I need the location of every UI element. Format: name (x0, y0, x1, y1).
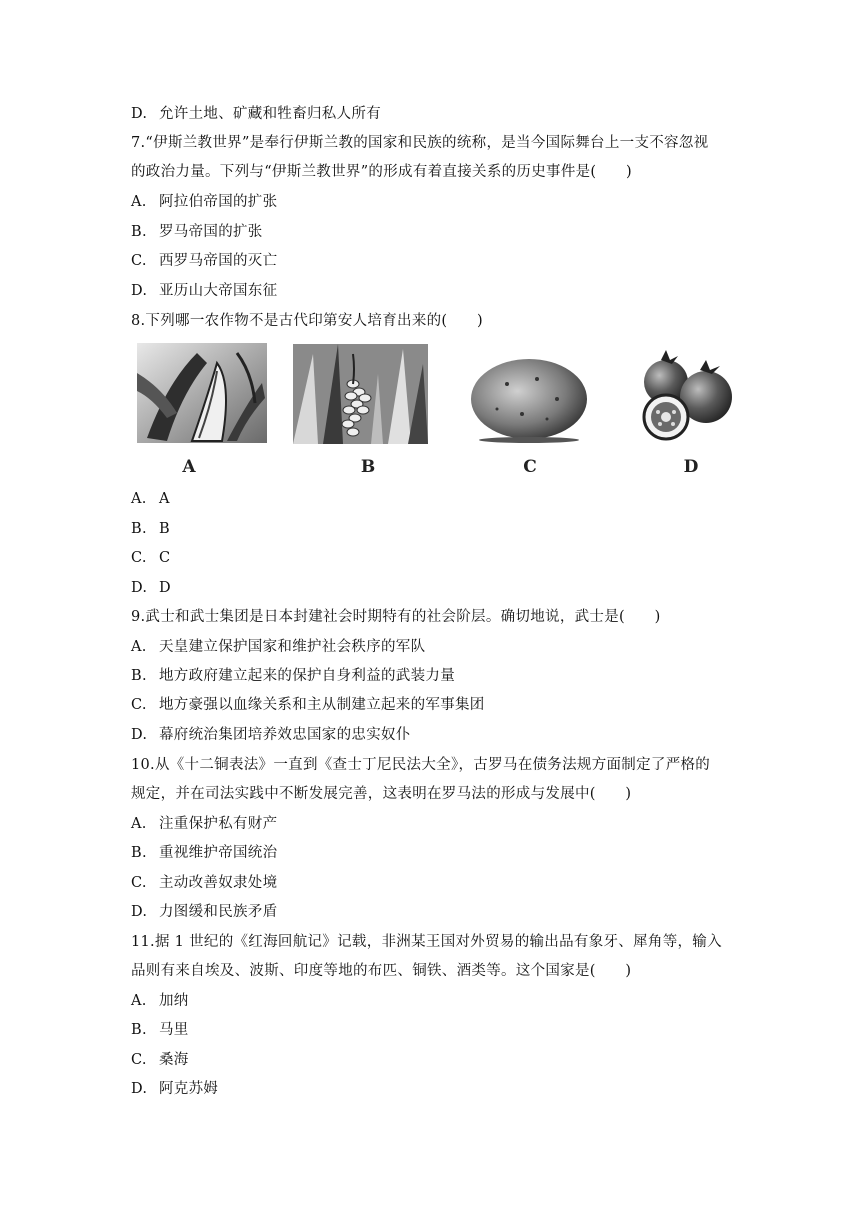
image-label-c: C (523, 457, 537, 477)
image-label-b: B (360, 457, 376, 477)
q7-option-d (131, 281, 277, 301)
option-letter: C. (131, 697, 147, 713)
option-letter: C. (131, 253, 147, 269)
option-text: 允许土地、矿藏和牲畜归私人所有 (159, 106, 381, 122)
option-letter: D. (131, 727, 148, 743)
q8-option-b (131, 519, 170, 539)
option-text: 阿克苏姆 (159, 1081, 219, 1097)
q9-option-d (131, 725, 411, 745)
q9-option-b (131, 666, 455, 686)
option-text: 主动改善奴隶处境 (159, 875, 278, 891)
q11-option-d (131, 1079, 218, 1099)
option-letter: C. (131, 1052, 147, 1068)
option-text: 西罗马帝国的灭亡 (159, 253, 278, 269)
option-text: 注重保护私有财产 (159, 816, 278, 832)
image-label-a: A (182, 457, 196, 477)
q8-stem: 8.下列哪一农作物不是古代印第安人培育出来的( ) (131, 313, 483, 329)
option-text: 天皇建立保护国家和维护社会秩序的军队 (159, 639, 426, 655)
option-text: 地方政府建立起来的保护自身利益的武装力量 (159, 668, 455, 684)
option-text: 马里 (159, 1022, 189, 1038)
option-text: B (159, 521, 170, 537)
millet-plant-photo (293, 344, 428, 444)
option-letter: C. (131, 875, 147, 891)
option-text: D (159, 580, 171, 596)
option-text: 桑海 (159, 1052, 189, 1068)
q10-option-b (131, 843, 277, 863)
q7-stem-line1: 7.“伊斯兰教世界”是奉行伊斯兰教的国家和民族的统称，是当今国际舞台上一支不容忽视 (131, 135, 709, 151)
tomato-photo (636, 342, 734, 442)
option-letter: A. (131, 816, 147, 832)
q11-option-b (131, 1020, 189, 1040)
option-text: 罗马帝国的扩张 (159, 224, 263, 240)
option-letter: A. (131, 194, 147, 210)
option-text: 加纳 (159, 993, 189, 1009)
corn-plant-photo (137, 343, 267, 443)
option-letter: D. (131, 904, 148, 920)
option-text: 阿拉伯帝国的扩张 (159, 194, 278, 210)
q9-option-c (131, 695, 485, 715)
option-letter: B. (131, 1022, 147, 1038)
q11-option-c (131, 1050, 189, 1070)
option-letter: B. (131, 224, 147, 240)
q10-stem-line1: 10.从《十二铜表法》一直到《查士丁尼民法大全》，古罗马在债务法规方面制定了严格的 (131, 757, 711, 773)
q10-option-c (131, 873, 277, 893)
q8-option-c (131, 548, 170, 568)
q10-option-a (131, 814, 277, 834)
option-letter: B. (131, 845, 147, 861)
q9-option-a (131, 637, 425, 657)
potato-photo (467, 354, 592, 444)
option-letter: D. (131, 283, 148, 299)
option-text: 重视维护帝国统治 (159, 845, 278, 861)
q11-option-a (131, 991, 189, 1011)
option-text: C (159, 550, 171, 566)
option-letter: B. (131, 668, 147, 684)
q11-stem-line1: 11.据 1 世纪的《红海回航记》记载，非洲某王国对外贸易的输出品有象牙、犀角等，输入 (131, 934, 722, 950)
option-text: 亚历山大帝国东征 (159, 283, 278, 299)
option-text: A (159, 491, 170, 507)
q9-stem: 9.武士和武士集团是日本封建社会时期特有的社会阶层。确切地说，武士是( ) (131, 609, 661, 625)
q8-option-a (131, 489, 170, 509)
option-letter: A. (131, 993, 147, 1009)
option-letter: A. (131, 491, 147, 507)
option-text: 力图缓和民族矛盾 (159, 904, 278, 920)
q7-option-b (131, 222, 263, 242)
option-letter: A. (131, 639, 147, 655)
option-text: 幕府统治集团培养效忠国家的忠实奴仆 (159, 727, 411, 743)
option-letter: D. (131, 1081, 148, 1097)
q7-stem-line2: 的政治力量。下列与“伊斯兰教世界”的形成有着直接关系的历史事件是( ) (131, 164, 632, 180)
option-text: 地方豪强以血缘关系和主从制建立起来的军事集团 (159, 697, 485, 713)
option-letter: B. (131, 521, 147, 537)
q10-option-d (131, 902, 277, 922)
q6-option-d (131, 104, 381, 124)
option-letter: D. (131, 106, 148, 122)
image-label-d: D (683, 457, 699, 477)
q10-stem-line2: 规定，并在司法实践中不断发展完善，这表明在罗马法的形成与发展中( ) (131, 786, 632, 802)
option-letter: C. (131, 550, 147, 566)
q11-stem-line2: 品则有来自埃及、波斯、印度等地的布匹、铜铁、酒类等。这个国家是( ) (131, 963, 632, 979)
q7-option-c (131, 251, 277, 271)
option-letter: D. (131, 580, 148, 596)
q7-option-a (131, 192, 277, 212)
q8-option-d (131, 578, 171, 598)
